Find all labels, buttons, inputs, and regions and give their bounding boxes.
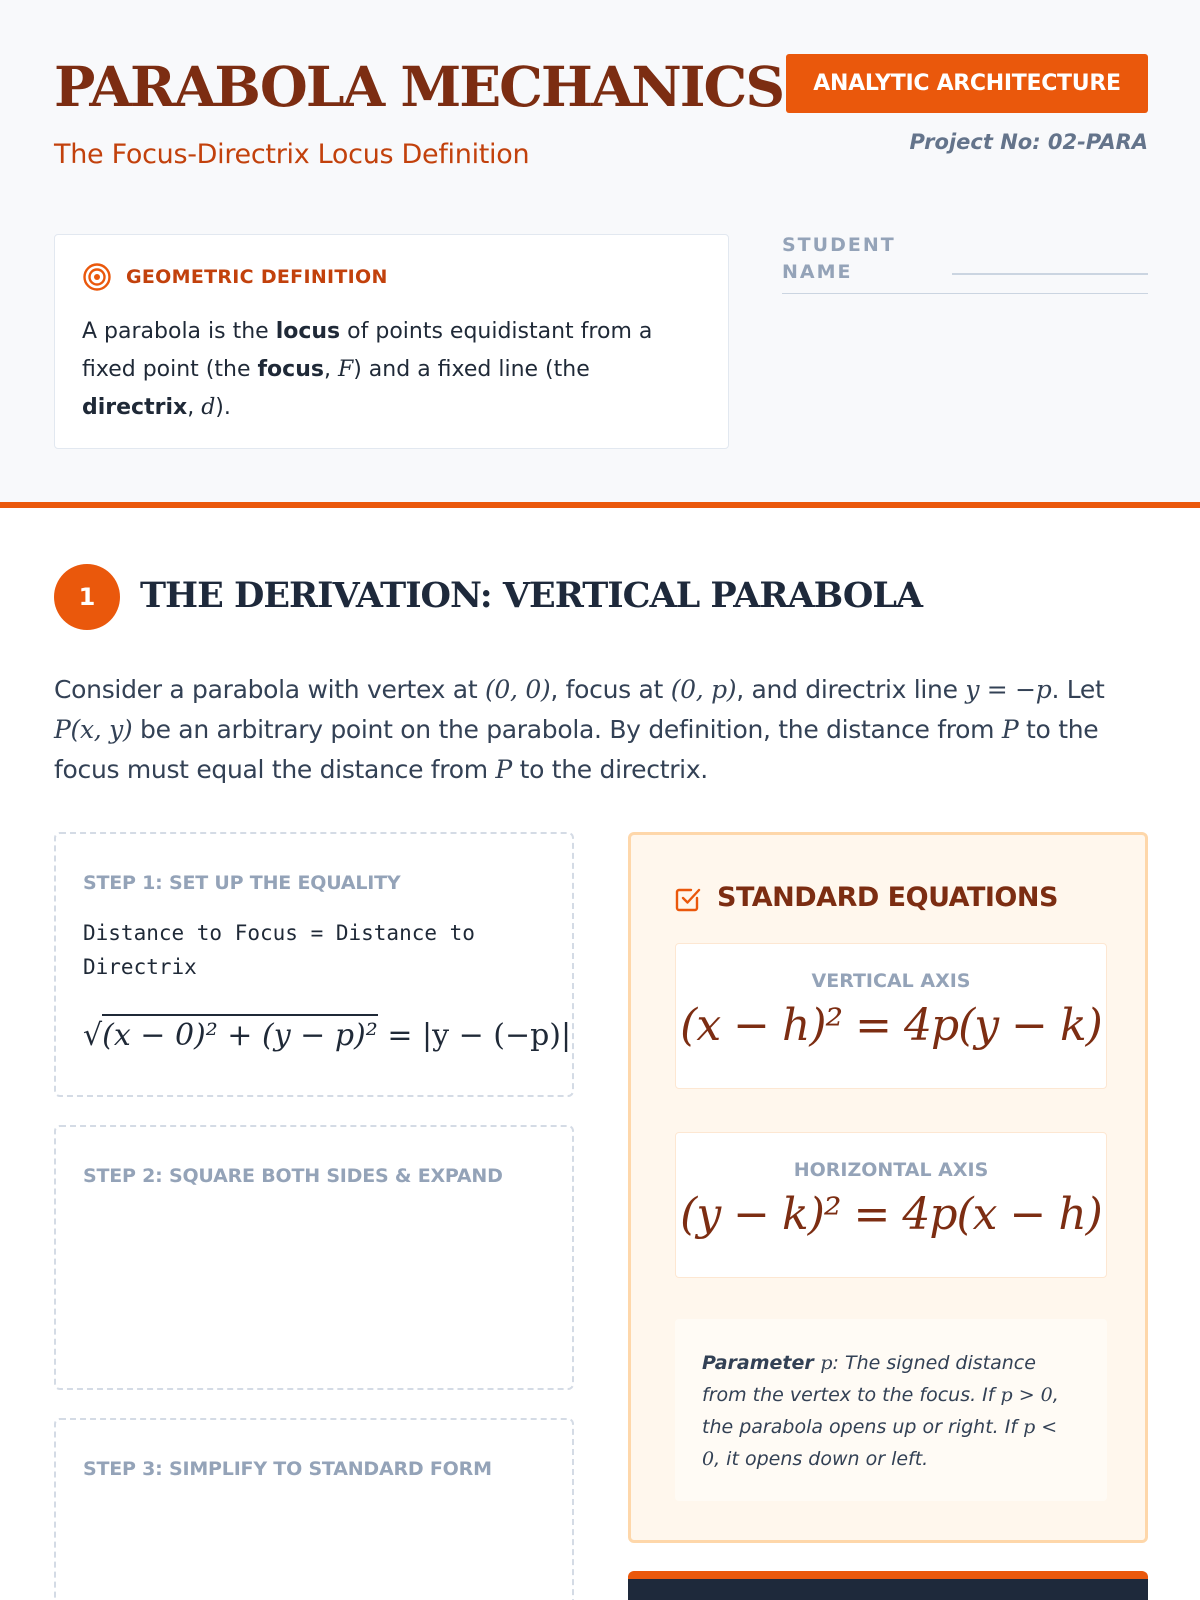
vertical-axis-label: VERTICAL AXIS (811, 970, 971, 992)
checkbox-icon (673, 883, 703, 913)
step-2-card[interactable] (54, 1125, 574, 1390)
step-3-label: STEP 3: SIMPLIFY TO STANDARD FORM (83, 1458, 492, 1480)
definition-label: GEOMETRIC DEFINITION (126, 266, 388, 288)
dark-panel (628, 1571, 1148, 1600)
step-2-label: STEP 2: SQUARE BOTH SIDES & EXPAND (83, 1165, 503, 1187)
vertical-axis-equation: (x − h)² = 4p(y − k) (680, 1000, 1102, 1051)
parameter-note: Parameter p: The signed distance from the vertex to the focus. If p > 0, the parabola opens up or right. If p < 0, it opens down or left. (675, 1319, 1107, 1501)
student-name-field[interactable] (952, 273, 1148, 275)
target-icon (82, 262, 112, 292)
standard-equations-header (673, 882, 1058, 913)
definition-card (54, 234, 729, 449)
page-title: PARABOLA MECHANICS (54, 54, 784, 119)
intro-paragraph: Consider a parabola with vertex at (0, 0), focus at (0, p), and directrix line y = −p. Let P(x, y) be an arbitrary point on the parabola. By definition, the distance from P to the focus must equal the distance from P to the directrix. (54, 675, 1105, 784)
step-1-statement: Distance to Focus = Distance to Directrix (83, 921, 475, 979)
student-name-label: STUDENT NAME (782, 234, 896, 283)
step-3-card[interactable] (54, 1418, 574, 1600)
definition-header (82, 261, 701, 293)
header-band (0, 0, 1200, 508)
standard-equations-title: STANDARD EQUATIONS (717, 882, 1058, 913)
horizontal-axis-label: HORIZONTAL AXIS (793, 1159, 989, 1181)
section-title: THE DERIVATION: VERTICAL PARABOLA (140, 575, 923, 616)
category-badge: ANALYTIC ARCHITECTURE (786, 54, 1148, 113)
section-number-badge: 1 (54, 564, 120, 630)
horizontal-axis-card (675, 1132, 1107, 1278)
horizontal-axis-equation: (y − k)² = 4p(x − h) (680, 1189, 1102, 1240)
project-number: Project No: 02-PARA (909, 130, 1148, 154)
standard-equations-panel (628, 832, 1148, 1543)
page-subtitle: The Focus-Directrix Locus Definition (54, 139, 530, 170)
divider (782, 293, 1148, 294)
step-1-label: STEP 1: SET UP THE EQUALITY (83, 872, 401, 894)
step-1-equation: √(x − 0)² + (y − p)² = |y − (−p)| (83, 1014, 545, 1053)
definition-text: A parabola is the locus of points equidistant from a fixed point (the focus, F) and a fixed line (the directrix, d). (82, 319, 653, 420)
step-1-card (54, 832, 574, 1097)
vertical-axis-card (675, 943, 1107, 1089)
